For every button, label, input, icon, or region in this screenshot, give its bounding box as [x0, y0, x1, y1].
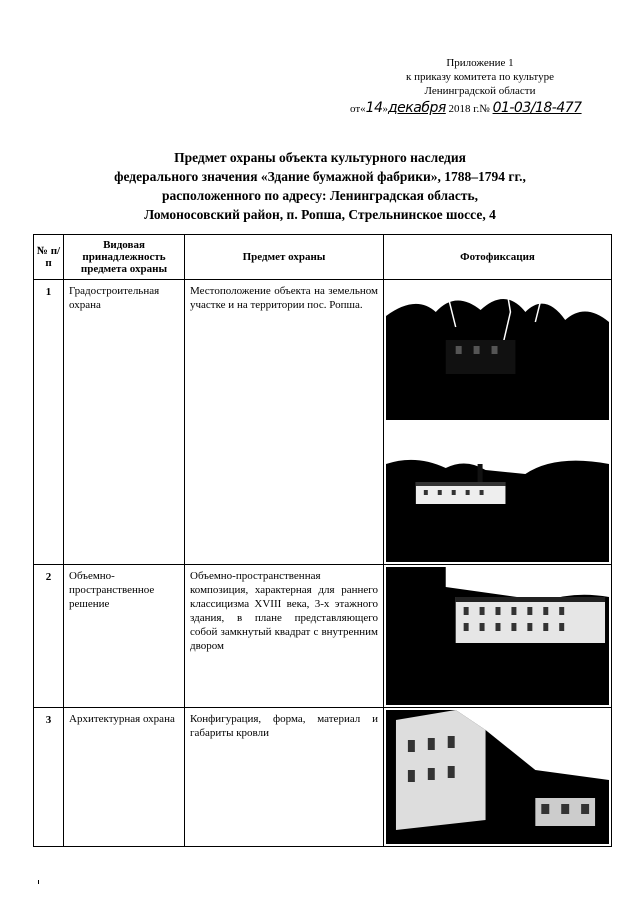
order-mid: »	[382, 103, 388, 115]
table-row	[34, 280, 612, 565]
table-row	[34, 708, 612, 847]
header-type: Видовая принадлежность предмета охраны	[64, 235, 185, 280]
protection-subject-table	[33, 234, 612, 847]
table-header-row	[34, 235, 612, 280]
row-type: Градостроительная охрана	[64, 280, 185, 565]
appendix-block	[370, 56, 590, 98]
row-num: 1	[34, 280, 64, 565]
appendix-order-ref: к приказу комитета по культуре	[406, 71, 554, 83]
photo-facade	[386, 567, 609, 705]
row-type: Объемно-пространственное решение	[64, 565, 185, 708]
row-subject: Конфигурация, форма, материал и габариты кровли	[185, 708, 384, 847]
row-type: Архитектурная охрана	[64, 708, 185, 847]
order-month: декабря	[388, 100, 446, 116]
row-num: 3	[34, 708, 64, 847]
header-num: № п/п	[34, 235, 64, 280]
order-number: 01-03/18-477	[492, 100, 582, 116]
order-date-number	[350, 100, 620, 117]
appendix-region: Ленинградской области	[424, 85, 536, 97]
row-num: 2	[34, 565, 64, 708]
appendix-title: Приложение 1	[446, 57, 514, 69]
header-photo: Фотофиксация	[384, 235, 612, 280]
scan-mark	[38, 880, 39, 884]
table-row	[34, 565, 612, 708]
order-day: 14	[365, 100, 383, 116]
row-photos	[384, 565, 612, 708]
title-line-2: федерального значения «Здание бумажной фабрики», 1788–1794 гг.,	[114, 169, 526, 184]
photo-roof-corner	[386, 710, 609, 844]
row-subject: Объемно-пространственная композиция, характерная для раннего классицизма XVIII века, 3-х этажного здания, в плане представляющего собой замкнутый квадрат с внутренним двором	[185, 565, 384, 708]
photo-factory-distance	[386, 424, 609, 562]
title-line-3: расположенного по адресу: Ленинградская область,	[162, 188, 478, 203]
row-subject: Местоположение объекта на земельном участке и на территории пос. Ропша.	[185, 280, 384, 565]
header-subject: Предмет охраны	[185, 235, 384, 280]
row-photos	[384, 280, 612, 565]
title-line-1: Предмет охраны объекта культурного наследия	[174, 150, 466, 165]
order-prefix: от«	[350, 103, 366, 115]
photo-building-trees	[386, 282, 609, 420]
order-year: 2018 г.№	[448, 103, 490, 115]
title-line-4: Ломоносовский район, п. Ропша, Стрельнинское шоссе, 4	[144, 207, 496, 222]
document-title	[60, 148, 580, 224]
row-photos	[384, 708, 612, 847]
